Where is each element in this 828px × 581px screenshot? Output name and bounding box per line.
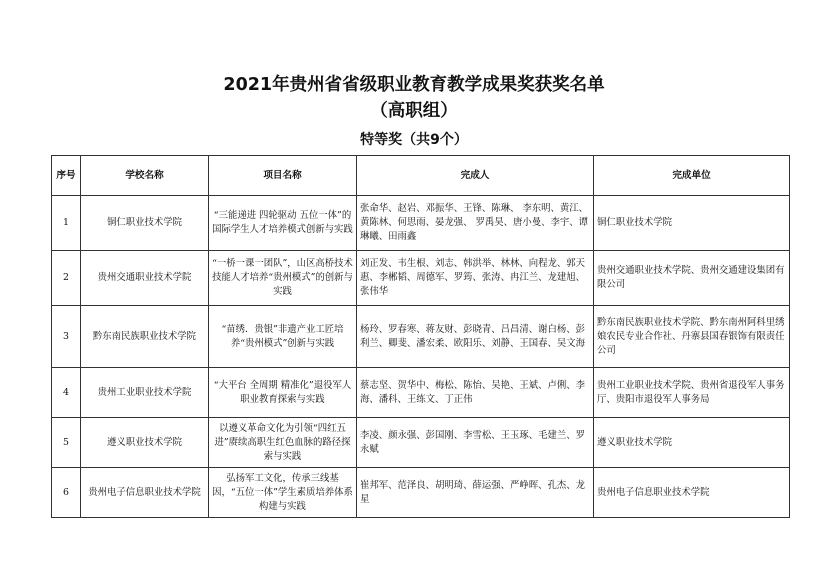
cell-people: 李凌、颜永强、彭国刚、李雪松、王玉琢、毛建兰、罗永赋 <box>357 418 594 468</box>
table-row <box>52 418 790 468</box>
header-people: 完成人 <box>357 156 594 196</box>
cell-no: 1 <box>52 196 81 251</box>
cell-people: 刘正发、韦生根、刘志、韩洪举、林林、向程龙、郭天惠、李郴韬、周德军、罗筠、张涛、冉江兰、龙建旭、张伟华 <box>357 251 594 306</box>
awards-table <box>51 155 790 518</box>
cell-no: 4 <box>52 368 81 418</box>
cell-unit: 铜仁职业技术学院 <box>594 196 790 251</box>
document-subtitle: （高职组） <box>370 101 458 121</box>
cell-school: 黔东南民族职业技术学院 <box>81 306 209 368</box>
cell-project: “大平台 全周期 精准化”退役军人职业教育探索与实践 <box>209 368 357 418</box>
table-row <box>52 251 790 306</box>
cell-school: 贵州电子信息职业技术学院 <box>81 468 209 518</box>
cell-project: 弘扬军工文化，传承三线基因，“五位一体”学生素质培养体系构建与实践 <box>209 468 357 518</box>
cell-people: 崔邦军、范泽良、胡明琦、薛运强、严峥晖、孔杰、龙星 <box>357 468 594 518</box>
cell-no: 3 <box>52 306 81 368</box>
cell-no: 5 <box>52 418 81 468</box>
cell-project: 以遵义革命文化为引领“四红五进”赓续高职生红色血脉的路径探索与实践 <box>209 418 357 468</box>
table-row <box>52 468 790 518</box>
document-title: 2021年贵州省省级职业教育教学成果奖获奖名单 <box>223 75 605 95</box>
cell-people: 张命华、赵岩、邓振华、王锋、陈琳、 李东明、黄江、黄陈林、何思雨、晏龙强、 罗禹昊、唐小曼、李宇、谭琳曦、田雨鑫 <box>357 196 594 251</box>
header-project: 项目名称 <box>209 156 357 196</box>
cell-unit: 黔东南民族职业技术学院、黔东南州阿科里绣娘农民专业合作社、丹寨县国春银饰有限责任公司 <box>594 306 790 368</box>
cell-school: 铜仁职业技术学院 <box>81 196 209 251</box>
cell-unit: 贵州交通职业技术学院、贵州交通建设集团有限公司 <box>594 251 790 306</box>
cell-no: 6 <box>52 468 81 518</box>
cell-people: 蔡志坚、贺华中、梅松、陈怡、吴艳、王斌、卢俐、李海、潘科、王练文、丁正伟 <box>357 368 594 418</box>
table-row <box>52 306 790 368</box>
section-heading: 特等奖（共9个） <box>360 132 468 148</box>
cell-school: 贵州工业职业技术学院 <box>81 368 209 418</box>
cell-project: “苗绣．贵银”非遗产业工匠培养“贵州模式”创新与实践 <box>209 306 357 368</box>
cell-no: 2 <box>52 251 81 306</box>
cell-school: 遵义职业技术学院 <box>81 418 209 468</box>
table-header-row <box>52 156 790 196</box>
header-school: 学校名称 <box>81 156 209 196</box>
table-row <box>52 368 790 418</box>
header-unit: 完成单位 <box>594 156 790 196</box>
table-row <box>52 196 790 251</box>
cell-unit: 遵义职业技术学院 <box>594 418 790 468</box>
header-no: 序号 <box>52 156 81 196</box>
cell-school: 贵州交通职业技术学院 <box>81 251 209 306</box>
cell-project: “三能递进 四轮驱动 五位一体”的国际学生人才培养模式创新与实践 <box>209 196 357 251</box>
cell-unit: 贵州电子信息职业技术学院 <box>594 468 790 518</box>
cell-project: “一桥一课一团队”，山区高桥技术技能人才培养“贵州模式”的创新与实践 <box>209 251 357 306</box>
cell-people: 杨玲、罗春寒、蒋友财、彭晓青、吕昌清、谢白杨、彭利兰、卿斐、潘宏柔、欧阳乐、刘静、王国春、吴文海 <box>357 306 594 368</box>
cell-unit: 贵州工业职业技术学院、贵州省退役军人事务厅、贵阳市退役军人事务局 <box>594 368 790 418</box>
